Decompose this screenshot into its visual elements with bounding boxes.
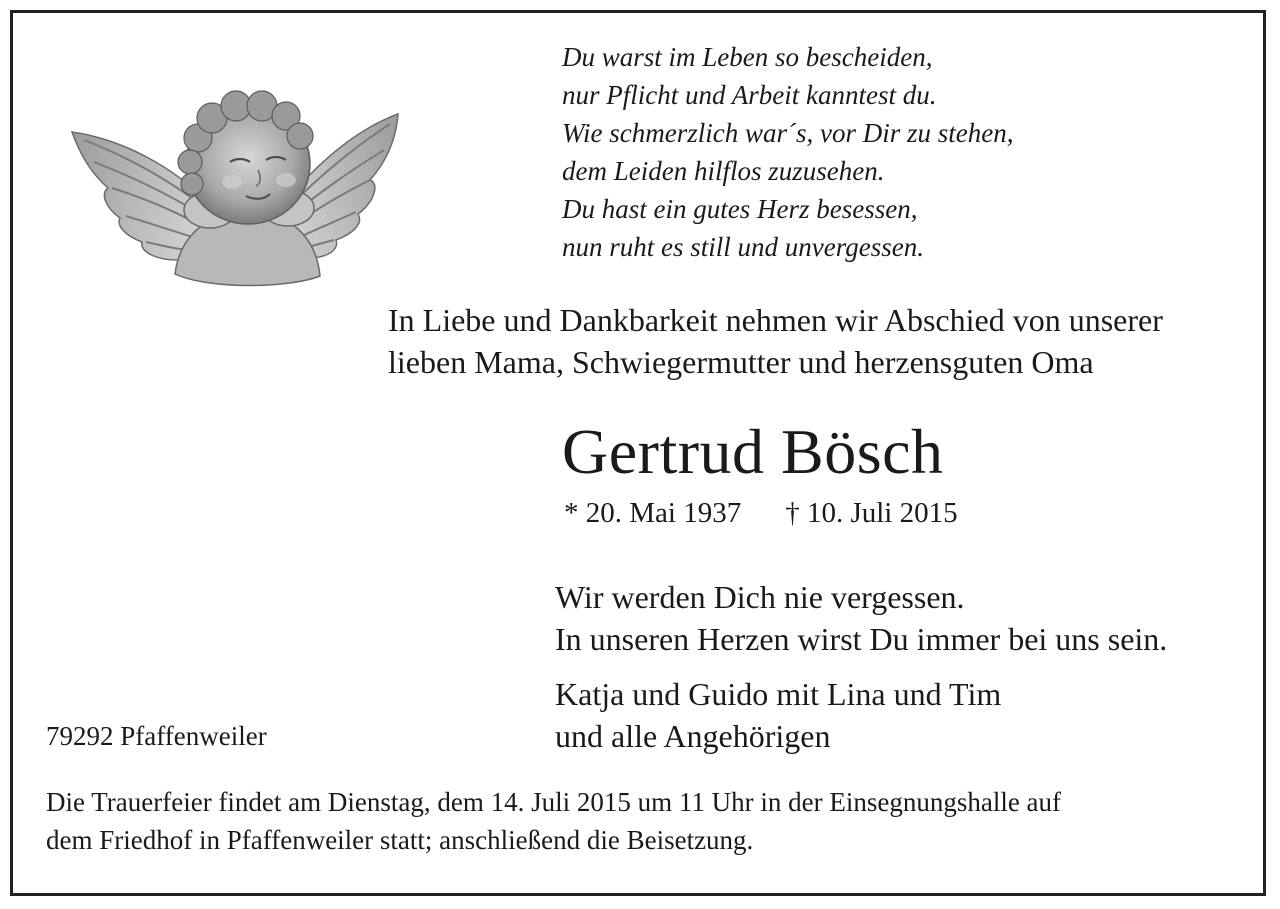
- poem-line: Du warst im Leben so bescheiden,: [562, 42, 933, 72]
- mourners: [555, 673, 1001, 757]
- ceremony-line: Die Trauerfeier findet am Dienstag, dem 14. Juli 2015 um 11 Uhr in der Einsegnungshalle auf: [46, 787, 1062, 817]
- poem-line: dem Leiden hilflos zuzusehen.: [562, 156, 885, 186]
- location: 79292 Pfaffenweiler: [46, 721, 267, 751]
- deceased-name: Gertrud Bösch: [562, 416, 944, 487]
- ceremony-line: dem Friedhof in Pfaffenweiler statt; anschließend die Beisetzung.: [46, 825, 754, 855]
- remembrance-text: [555, 576, 1167, 660]
- poem-line: Wie schmerzlich war´s, vor Dir zu stehen,: [562, 118, 1014, 148]
- poem-line: nun ruht es still und unvergessen.: [562, 232, 924, 262]
- cherub-angel-icon: [60, 84, 410, 294]
- intro-line: In Liebe und Dankbarkeit nehmen wir Abschied von unserer: [388, 302, 1163, 338]
- life-dates: [564, 494, 958, 532]
- death-date: † 10. Juli 2015: [785, 497, 958, 529]
- ceremony-info: [46, 783, 1061, 859]
- poem: [562, 38, 1013, 266]
- birth-date: * 20. Mai 1937: [564, 497, 742, 529]
- intro-line: lieben Mama, Schwiegermutter und herzensguten Oma: [388, 344, 1094, 380]
- mourners-line: und alle Angehörigen: [555, 718, 831, 754]
- poem-line: nur Pflicht und Arbeit kanntest du.: [562, 80, 937, 110]
- poem-line: Du hast ein gutes Herz besessen,: [562, 194, 918, 224]
- remembrance-line: Wir werden Dich nie vergessen.: [555, 579, 965, 615]
- mourners-line: Katja und Guido mit Lina und Tim: [555, 676, 1002, 712]
- remembrance-line: In unseren Herzen wirst Du immer bei uns sein.: [555, 621, 1168, 657]
- intro-text: [388, 299, 1163, 383]
